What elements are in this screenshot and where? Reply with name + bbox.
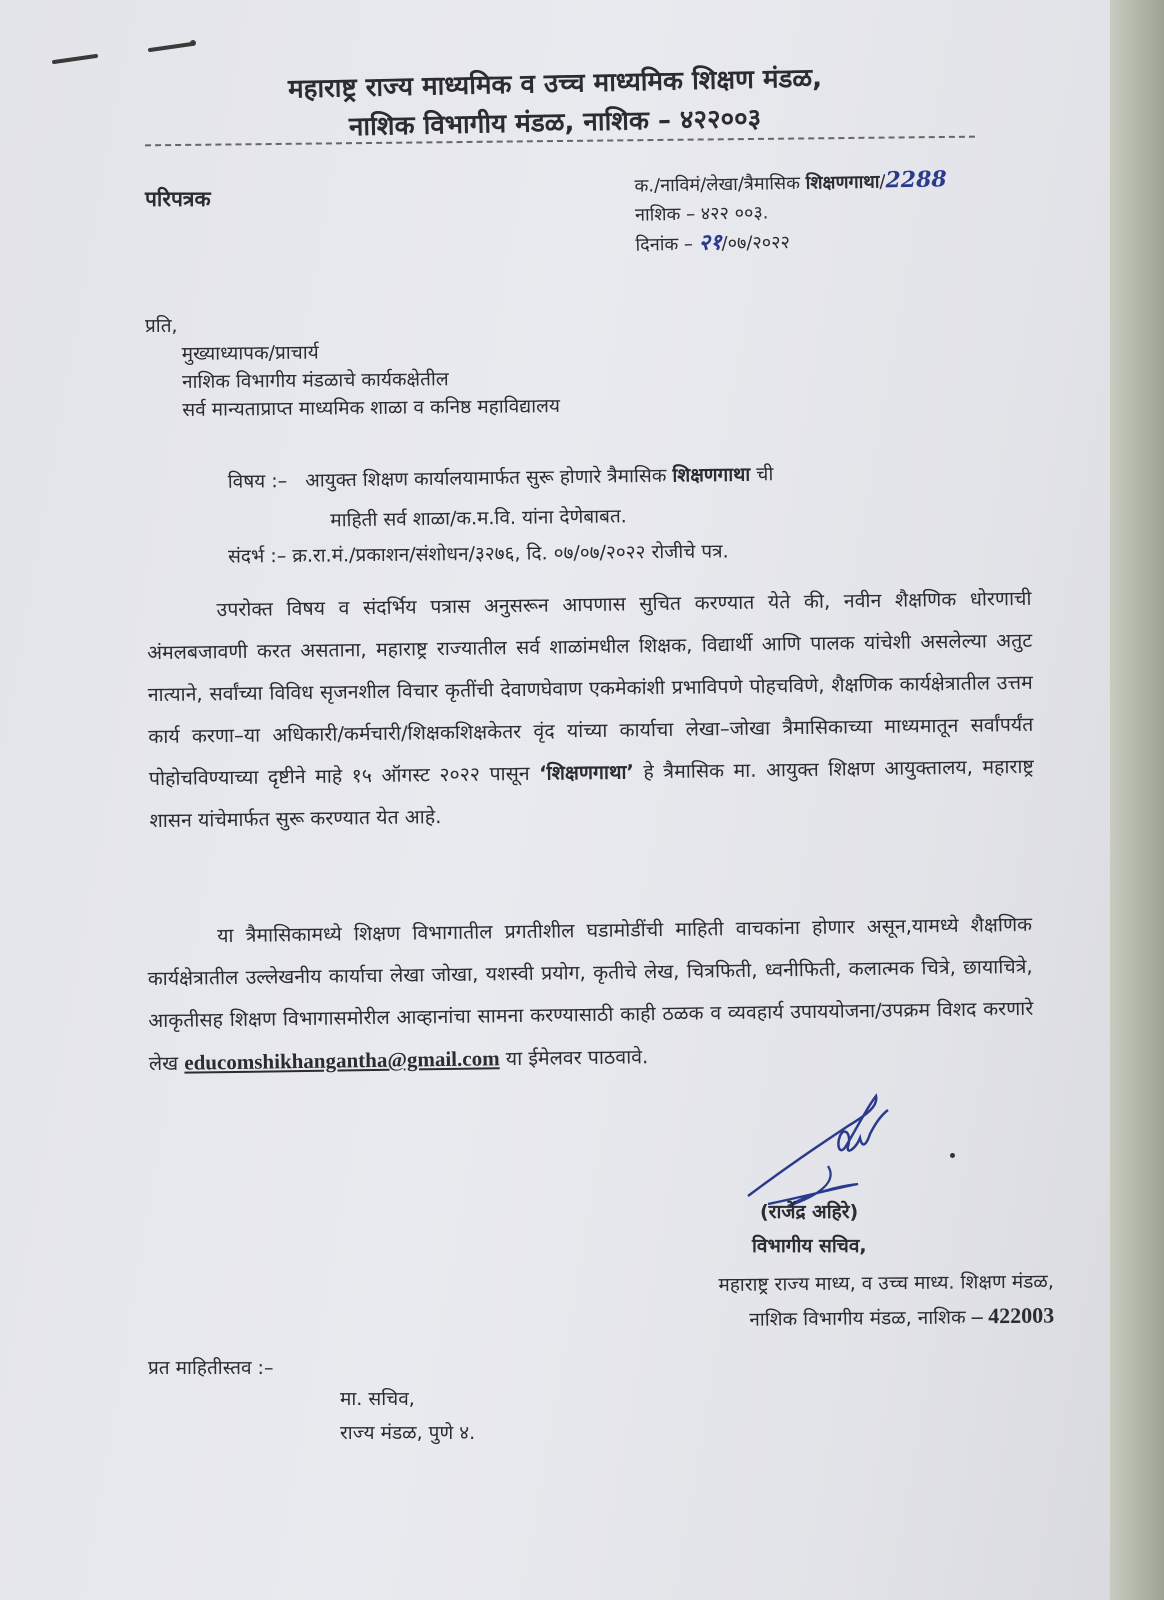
body-paragraph-1: [146, 578, 1034, 842]
recipient-line-2: नाशिक विभागीय मंडळाचे कार्यकक्षेतील: [181, 368, 449, 393]
signatory-title: विभागीय सचिव,: [752, 1235, 867, 1257]
reference-bold: शिक्षणगाथा: [805, 171, 880, 194]
para1-text: उपरोक्त विषय व संदर्भिय पत्रास अनुसरून आपणास सुचित करण्यात येते की, नवीन शैक्षणिक धोरणाची अंमलबजावणी करत असताना, महाराष्ट्र राज्यातील सर्व शाळांमधील शिक्षक, विद्यार्थी आणि पालक यांचेशी असलेल्या अतुट नात्याने, सर्वांच्या विविध सृजनशील विचार कृतींची देवाणघेवाण एकमेकांशी प्रभाविपणे पोहचविणे, शैक्षणिक कार्यक्षेत्रातील उत्तम कार्य करणा–या अधिकारी/कर्मचारी/शिक्षकशिक्षकेतर वृंद यांच्या कार्याचा लेखा–जोखा त्रैमासिकाच्या माध्यमातून सर्वांपर्यंत पोहोचविण्याच्या दृष्टीने माहे १५ ऑगस्ट २०२२ पासून: [146, 586, 1034, 791]
staple-pins: [50, 28, 210, 78]
reference-line: संदर्भ :– क्र.रा.मं./प्रकाशन/संशोधन/३२७६, दि. ०७/०७/२०२२ रोजीचे पत्र.: [227, 540, 729, 568]
document-type: परिपत्रक: [145, 187, 211, 211]
reference-block: [634, 165, 948, 259]
subject-line-2: माहिती सर्व शाळा/क.म.वि. यांना देणेबाबत.: [330, 505, 627, 532]
para1-text-end: हे त्रैमासिक मा. आयुक्त शिक्षण आयुक्तालय, महाराष्ट्र शासन यांचेमार्फत सुरू करण्यात येत आहे.: [149, 754, 1035, 833]
date-rest: /०७/२०२२: [721, 232, 791, 255]
subject-label: विषय :–: [227, 469, 288, 493]
header-line-1: महाराष्ट्र राज्य माध्यमिक व उच्च माध्यमिक शिक्षण मंडळ,: [287, 63, 823, 105]
signatory-organization: [584, 1266, 1055, 1339]
para2-text: या त्रैमासिकामध्ये शिक्षण विभागातील प्रगतीशील घडामोडींची माहिती वाचकांना होणार असून,यामध्ये शैक्षणिक कार्यक्षेत्रातील उल्लेखनीय कार्याचा लेखा जोखा, यशस्वी प्रयोग, कृतीचे लेख, चित्रफिती, ध्वनीफिती, कलात्मक चित्रे, छायाचित्रे, आकृतीसह शिक्षण विभागासमोरील आव्हानांचा सामना करण्यासाठी काही ठळक व व्यवहार्य उपाययोजना/उपक्रम विशद करणारे लेख: [147, 912, 1034, 1076]
copy-to-recipient: [340, 1382, 475, 1450]
subject-line-1: [227, 454, 773, 502]
reference-number: [634, 165, 947, 200]
email-link[interactable]: educomshikhangantha@gmail.com: [184, 1046, 500, 1075]
para2-text-end: या ईमेलवर पाठवावे.: [505, 1045, 649, 1071]
body-paragraph-2: [147, 904, 1034, 1085]
ink-dot: [950, 1153, 955, 1158]
reference-prefix: क./नाविमं/लेखा/त्रैमासिक: [634, 172, 801, 197]
copy-to-line-2: राज्य मंडळ, पुणे ४.: [340, 1422, 476, 1444]
signatory-pin: – 422003: [971, 1302, 1055, 1329]
handwritten-day: २१: [698, 229, 722, 256]
recipient-address: [182, 336, 561, 424]
reference-sep: /: [879, 171, 886, 193]
date-label: दिनांक –: [635, 233, 694, 256]
recipient-salutation: प्रति,: [145, 315, 178, 337]
handwritten-number: 2288: [885, 166, 947, 194]
signatory-org-city: नाशिक विभागीय मंडळ, नाशिक: [749, 1306, 966, 1331]
signatory-org-line-2: [584, 1299, 1054, 1339]
recipient-line-3: सर्व मान्यताप्राप्त माध्यमिक शाळा व कनिष्ठ महाविद्यालय: [182, 395, 561, 421]
subject-text-end: ची: [756, 463, 774, 486]
subject-block: [227, 454, 774, 542]
para1-bold: ‘शिक्षणगाथा’: [538, 760, 635, 785]
reference-place: नाशिक – ४२२ ००३.: [634, 202, 769, 226]
recipient-line-1: मुख्याध्यापक/प्राचार्य: [181, 341, 319, 365]
background-surface: [1110, 0, 1164, 1600]
subject-text: आयुक्त शिक्षण कार्यालयामार्फत सुरू होणारे त्रैमासिक: [305, 464, 667, 492]
header-line-2: नाशिक विभागीय मंडळ, नाशिक – ४२२००३: [348, 103, 762, 143]
signatory-org-line-1: महाराष्ट्र राज्य माध्य, व उच्च माध्य. शिक्षण मंडळ,: [718, 1270, 1054, 1297]
copy-to-line-1: मा. सचिव,: [340, 1388, 415, 1410]
copy-to-label: प्रत माहितीस्तव :–: [148, 1357, 274, 1379]
signatory-name: (राजेंद्र अहिरे): [760, 1201, 859, 1223]
reference-date: [635, 224, 948, 259]
subject-bold: शिक्षणगाथा: [672, 463, 751, 487]
